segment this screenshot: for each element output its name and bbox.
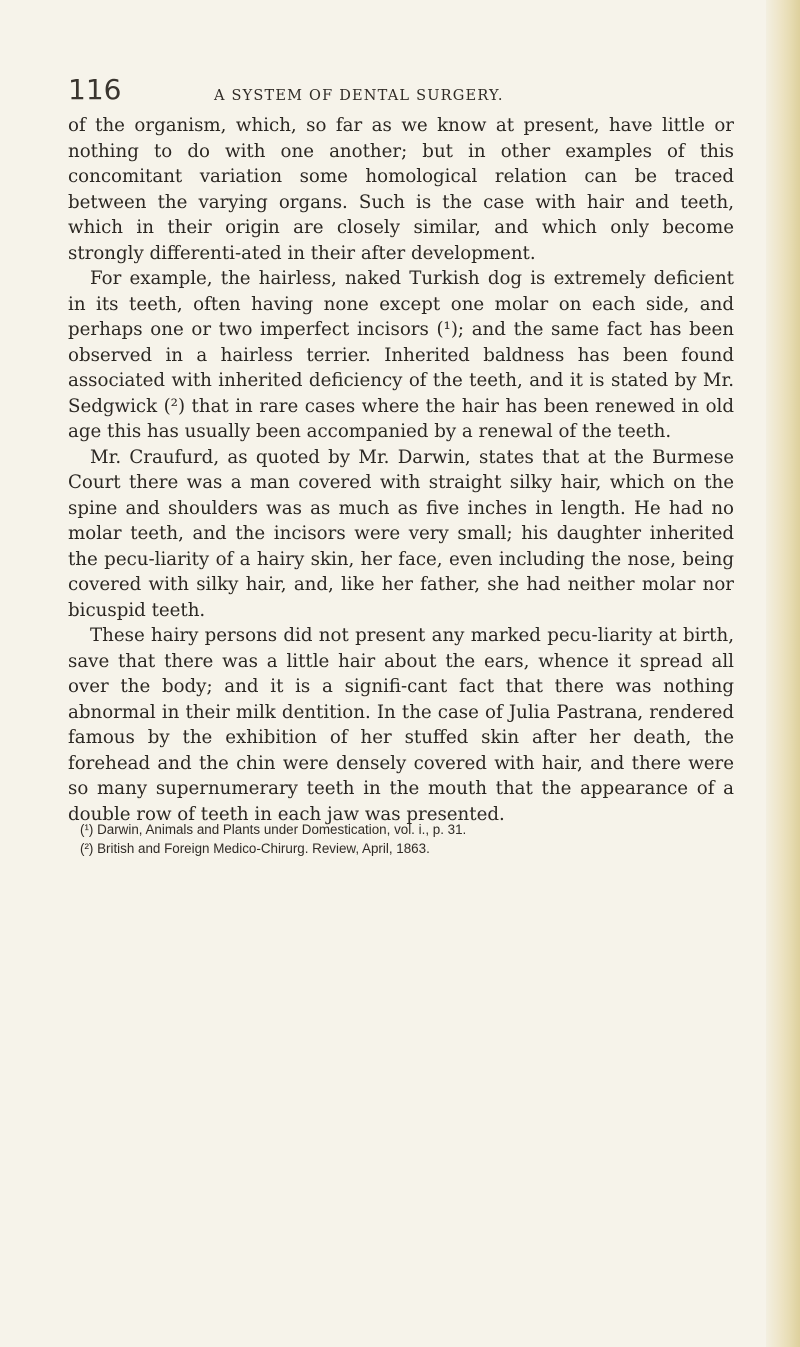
paragraph: of the organism, which, so far as we know at present, have little or nothing to do with one another; but in other examples of this concomitant variation some homological relation can be traced between the varying organs. Such is the case with hair and teeth, which in their origin are closely similar, and which only become strongly differenti-ated in their after development. [68, 115, 734, 264]
paragraph: Mr. Craufurd, as quoted by Mr. Darwin, states that at the Burmese Court there was a man covered with straight silky hair, which on the spine and shoulders was as much as five inches in length. He had no molar teeth, and the incisors were very small; his daughter inherited the pecu-liarity of a hairy skin, her face, even including the nose, being covered with silky hair, and, like her father, she had neither molar nor bicuspid teeth. [68, 446, 734, 621]
paragraph: For example, the hairless, naked Turkish dog is extremely deficient in its teeth, often having none except one molar on each side, and perhaps one or two imperfect incisors (¹); and the same fact has been observed in a hairless terrier. Inherited baldness has been found associated with inherited deficiency of the teeth, and it is stated by Mr. Sedgwick (²) that in rare cases where the hair has been renewed in old age this has usually been accompanied by a renewal of the teeth. [68, 268, 734, 442]
page-header [68, 73, 748, 112]
body-text [68, 113, 734, 827]
footnotes [80, 820, 740, 858]
footnote: (¹) Darwin, Animals and Plants under Domestication, vol. i., p. 31. [80, 822, 467, 837]
page-edge-shadow [766, 0, 800, 1347]
footnote: (²) British and Foreign Medico-Chirurg. Review, April, 1863. [80, 841, 430, 856]
page-number: 116 [68, 73, 122, 106]
running-head: A SYSTEM OF DENTAL SURGERY. [214, 88, 504, 104]
paragraph: These hairy persons did not present any marked pecu-liarity at birth, save that there was a little hair about the ears, whence it spread all over the body; and it is a signifi-cant fact that there was nothing abnormal in their milk dentition. In the case of Julia Pastrana, rendered famous by the exhibition of her stuffed skin after her death, the forehead and the chin were densely covered with hair, and there were so many supernumerary teeth in the mouth that the appearance of a double row of teeth in each jaw was presented. [68, 625, 734, 825]
